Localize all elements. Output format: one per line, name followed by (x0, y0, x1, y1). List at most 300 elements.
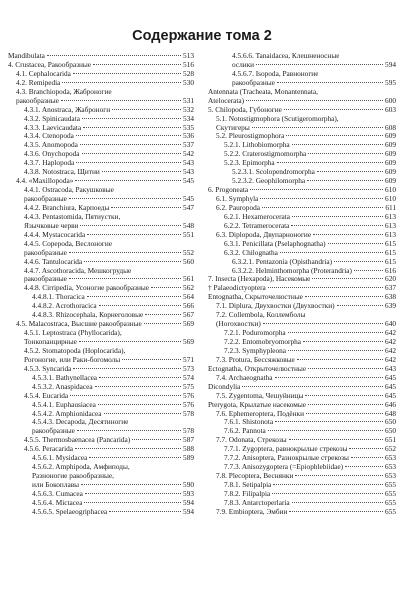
toc-entry (8, 231, 194, 240)
dot-leader (328, 243, 384, 244)
toc-entry-title: ракообразные (16, 96, 59, 105)
toc-entry-title: 4.5.4.3. Decapoda, Десятиногие (32, 418, 129, 427)
toc-entry-title: 4.5.6.4. Mictacea (32, 498, 83, 507)
toc-entry-page: 545 (183, 177, 194, 186)
toc-entry (8, 150, 194, 159)
toc-entry (208, 392, 396, 401)
toc-entry-page: 653 (385, 454, 396, 463)
toc-entry-page: 655 (385, 507, 396, 516)
toc-entry-title: ракообразные (24, 248, 67, 257)
toc-entry-title: 7.5. Zygentoma, Чешуйницы (216, 391, 304, 400)
toc-entry-title: 7.6.2. Pannota (224, 427, 266, 436)
toc-entry-title: Entognatha, Скрыточелюстные (208, 293, 303, 302)
dot-leader (305, 395, 383, 396)
toc-entry (8, 311, 194, 320)
dot-leader (284, 109, 383, 110)
toc-entry-title: 4.3.8. Notostraca, Щитни (24, 168, 100, 177)
dot-leader (61, 100, 181, 101)
toc-entry-title: или Бокоплавы (32, 481, 80, 489)
toc-entry-title: 4.3.1. Anostraca, Жаброноги (24, 105, 111, 114)
dot-leader (112, 109, 181, 110)
toc-entry-title: 4.4.4. Mystacocarida (24, 230, 86, 239)
toc-entry (208, 132, 396, 141)
toc-entry-page: 516 (183, 60, 194, 69)
toc-entry (8, 374, 194, 383)
toc-entry-title: Mandibulata (8, 52, 45, 60)
dot-leader (262, 207, 383, 208)
toc-entry (8, 159, 194, 168)
toc-entry (8, 88, 194, 97)
dot-leader (291, 225, 383, 226)
dot-leader (87, 296, 181, 297)
toc-entry-title: Разноногие ракообразные, (32, 472, 114, 481)
toc-entry-page: 531 (183, 96, 194, 105)
toc-entry (8, 195, 194, 204)
toc-entry-title: 4.4.8.2. Acrothoracica (32, 302, 97, 311)
toc-entry-title: 6.3.2. Chilognatha (224, 248, 278, 257)
toc-entry-page: 587 (183, 436, 194, 445)
toc-entry (208, 195, 396, 204)
dot-leader (334, 261, 383, 262)
toc-entry-title: 7.8.1. Setipalpia (224, 481, 272, 489)
toc-entry (8, 481, 194, 490)
toc-entry-page: 609 (385, 150, 396, 159)
dot-leader (85, 493, 181, 494)
toc-entry (8, 70, 194, 79)
toc-entry-page: 637 (385, 284, 396, 293)
dot-leader (292, 144, 383, 145)
toc-entry-page: 552 (183, 248, 194, 257)
toc-entry-page: 616 (385, 266, 396, 275)
toc-entry-title: 5.2.2. Craterostigmomorpha (224, 150, 307, 159)
toc-entry (208, 293, 396, 302)
toc-entry-title: 4.2. Remipedia (16, 78, 61, 87)
toc-entry-page: 645 (385, 373, 396, 382)
toc-entry (8, 490, 194, 499)
toc-entry-page: 594 (385, 60, 396, 69)
dot-leader (289, 511, 383, 512)
toc-entry (208, 472, 396, 481)
toc-entry-page: 578 (183, 427, 194, 436)
toc-entry (208, 249, 396, 258)
toc-entry-page: 571 (183, 355, 194, 364)
dot-leader (292, 502, 383, 503)
dot-leader (79, 341, 181, 342)
toc-entry-title: 7.1. Diplura, Двухвостки (Двухвостки) (216, 302, 335, 311)
toc-entry (208, 499, 396, 508)
dot-leader (303, 341, 383, 342)
dot-leader (268, 430, 383, 431)
toc-entry-title: † Palaeodictyoptera (208, 284, 266, 293)
toc-entry (208, 258, 396, 267)
toc-entry (8, 329, 194, 338)
toc-entry-title: 4.1. Cephalocarida (16, 69, 71, 78)
toc-entry (208, 436, 396, 445)
toc-entry-page: 655 (385, 498, 396, 507)
dot-leader (132, 439, 181, 440)
toc-entry-page: 609 (385, 132, 396, 141)
toc-entry-page: 615 (385, 248, 396, 257)
toc-entry (208, 365, 396, 374)
toc-entry-title: 4.4.2. Branchiura, Карпоеды (24, 203, 110, 212)
dot-leader (98, 404, 181, 405)
toc-entry-page: 569 (183, 338, 194, 346)
dot-leader (308, 368, 383, 369)
toc-entry (208, 508, 396, 517)
dot-leader (111, 207, 181, 208)
toc-entry-page: 645 (385, 391, 396, 400)
toc-entry (208, 79, 396, 88)
toc-entry-page: 536 (183, 132, 194, 141)
dot-leader (256, 64, 383, 65)
dot-leader (268, 287, 383, 288)
toc-entry-title: 4.5.4. Eucarida (24, 391, 69, 400)
toc-entry-page: 643 (385, 364, 396, 373)
toc-entry (208, 52, 396, 61)
toc-entry (8, 410, 194, 419)
toc-entry-title: 4.5.4.1. Euphausiacea (32, 400, 96, 409)
toc-entry-title: 4.5.5. Thermosbaenacea (Pancarida) (24, 436, 131, 445)
toc-entry (8, 213, 194, 222)
dot-leader (80, 144, 181, 145)
toc-entry (208, 383, 396, 392)
toc-entry-page: 588 (183, 445, 194, 454)
toc-entry-title: Dicondylia (208, 382, 241, 391)
toc-entry-page: 564 (183, 293, 194, 302)
toc-entry-page: 609 (385, 141, 396, 150)
toc-entry-page: 562 (183, 284, 194, 293)
dot-leader (73, 368, 181, 369)
toc-entry-title: Тонкопанцирные (24, 338, 77, 346)
dot-leader (288, 350, 383, 351)
toc-entry (208, 481, 396, 490)
dot-leader (351, 457, 383, 458)
dot-leader (246, 100, 383, 101)
toc-entry (208, 347, 396, 356)
dot-leader (144, 323, 181, 324)
toc-entry-title: 6.3.1. Penicillata (Pselaphognatha) (224, 239, 326, 248)
toc-entry-title: 4.3.5. Anomopoda (24, 141, 78, 150)
toc-entry-page: 576 (183, 400, 194, 409)
toc-entry-page: 610 (385, 186, 396, 195)
toc-entry (208, 320, 396, 329)
toc-entry (8, 267, 194, 276)
toc-entry-title: 7.7.2. Anisoptera, Разнокрылые стрекозы (224, 454, 349, 463)
toc-entry-title: 4.5.3.2. Anaspidacea (32, 382, 93, 391)
toc-column-left (8, 52, 194, 517)
toc-entry-page: 566 (183, 302, 194, 311)
toc-entry-title: 4.3.7. Haplopoda (24, 159, 75, 168)
toc-entry (208, 267, 396, 276)
toc-entry-title: 6.3.2.2. Helminthomorpha (Proterandria) (232, 266, 352, 275)
toc-entry-title: 4.5. Malacostraca, Высшие ракообразные (16, 320, 142, 329)
toc-entry-page: 537 (183, 141, 194, 150)
toc-entry-page: 542 (183, 150, 194, 159)
toc-entry-title: Atelocerata) (208, 96, 245, 105)
toc-entry-title: 6.2. Pauropoda (216, 203, 260, 212)
dot-leader (82, 153, 182, 154)
dot-leader (84, 261, 181, 262)
toc-entry-page: 595 (385, 78, 396, 87)
dot-leader (288, 332, 383, 333)
toc-entry-title: 4.5.6.5. Spelaeogriphacea (32, 507, 108, 516)
toc-entry (208, 329, 396, 338)
dot-leader (76, 162, 181, 163)
toc-entry-page: 615 (385, 239, 396, 248)
toc-entry-title: 7.6.1. Shistonota (224, 418, 274, 427)
dot-leader (77, 430, 181, 431)
toc-entry (208, 338, 396, 347)
toc-entry-page: 545 (183, 195, 194, 203)
toc-entry-page: 578 (183, 409, 194, 418)
toc-entry (8, 141, 194, 150)
toc-entry (208, 106, 396, 115)
toc-entry (8, 204, 194, 213)
dot-leader (292, 216, 383, 217)
toc-entry-page: 551 (183, 230, 194, 239)
toc-entry-title: 6. Progoneata (208, 186, 249, 195)
toc-entry-title: (Ногохвостки) (216, 320, 261, 329)
toc-entry-title: 7.3. Protura, Бессяжковые (216, 355, 295, 364)
toc-entry-title: 7.8.2. Filipalpia (224, 489, 271, 498)
toc-entry-title: 4.3.2. Spinicaudata (24, 114, 80, 123)
toc-entry-title: 7.8. Plecoptera, Веснянки (216, 472, 294, 481)
dot-leader (93, 64, 181, 65)
toc-entry-title: ракообразные (232, 78, 275, 87)
dot-leader (62, 82, 181, 83)
toc-entry (208, 115, 396, 124)
toc-entry-title: 6.1. Symphyla (216, 195, 259, 203)
dot-leader (305, 296, 383, 297)
toc-entry-page: 589 (183, 454, 194, 463)
dot-leader (263, 323, 383, 324)
toc-entry-title: 6.3.2.1. Pentazonia (Opisthandria) (232, 257, 333, 266)
toc-entry (8, 222, 194, 231)
toc-entry-page: 594 (183, 507, 194, 516)
dot-leader (272, 493, 383, 494)
dot-leader (317, 171, 383, 172)
dot-leader (99, 305, 181, 306)
toc-entry-title: 4.4.8.1. Thoracica (32, 293, 85, 302)
toc-entry-page: 569 (183, 320, 194, 329)
dot-leader (95, 386, 181, 387)
toc-entry-page: 573 (183, 364, 194, 373)
toc-entry-page: 650 (385, 418, 396, 427)
toc-entry-title: 7.7. Odonata, Стрекозы (216, 436, 287, 445)
toc-entry-title: 4.4.5. Copepoda, Веслоногие (24, 239, 112, 248)
toc-entry (208, 177, 396, 186)
toc-entry-title: 4.3.4. Ctenopoda (24, 132, 74, 141)
dot-leader (308, 404, 383, 405)
toc-entry-title: 4.5.1. Leptostraca (Phyllocarida), (24, 329, 122, 338)
toc-entry-page: 615 (385, 257, 396, 266)
toc-entry-title: 4.5.6.2. Amphipoda, Амфиподы, (32, 463, 130, 472)
toc-entry (8, 472, 194, 481)
toc-entry-title: 5.2.3.2. Geophilomorpha (232, 177, 306, 186)
toc-entry-page: 535 (183, 123, 194, 132)
toc-entry (208, 356, 396, 365)
toc-entry (8, 132, 194, 141)
dot-leader (306, 413, 383, 414)
dot-leader (89, 457, 181, 458)
dot-leader (354, 270, 383, 271)
toc-entry (208, 97, 396, 106)
toc-entry-title: 4.5.6.6. Tanaidacea, Клешненосные (232, 52, 340, 60)
toc-entry-title: 5.2.1. Lithobiomorpha (224, 141, 290, 150)
toc-entry-title: 4.4.7. Ascothoracida, Мешкогрудые (24, 266, 132, 275)
toc-entry-title: ракообразные (24, 275, 67, 284)
dot-leader (280, 252, 383, 253)
toc-entry (208, 427, 396, 436)
toc-entry-page: 543 (183, 168, 194, 177)
toc-entry (208, 231, 396, 240)
dot-leader (289, 439, 383, 440)
toc-entry (8, 383, 194, 392)
toc-entry-title: Pterygota, Крылатые насекомые (208, 400, 307, 409)
toc-entry-title: 4.4.1. Ostracoda, Ракушковые (24, 186, 114, 195)
toc-entry-page: 603 (385, 105, 396, 114)
toc-entry (8, 275, 194, 284)
toc-entry (8, 177, 194, 186)
toc-entry (208, 70, 396, 79)
toc-entry-title: 4.3. Branchiopoda, Жаброногие (16, 87, 112, 96)
dot-leader (273, 484, 383, 485)
toc-entry (8, 258, 194, 267)
toc-entry (8, 115, 194, 124)
toc-entry (208, 240, 396, 249)
toc-entry-title: 4.4.8.3. Rhizocephala, Корнеголовые (32, 311, 144, 320)
toc-entry (8, 427, 194, 436)
dot-leader (297, 359, 383, 360)
dot-leader (70, 395, 181, 396)
toc-entry (208, 222, 396, 231)
toc-entry-page: 608 (385, 123, 396, 132)
dot-leader (76, 135, 181, 136)
toc-entry-page: 590 (183, 481, 194, 489)
toc-entry-title: 4.5.3. Syncarida (24, 364, 72, 373)
toc-entry (208, 213, 396, 222)
toc-entry-page: 652 (385, 445, 396, 454)
toc-entry (8, 106, 194, 115)
dot-leader (312, 278, 383, 279)
toc-entry-title: Скутигеры (216, 123, 250, 132)
toc-entry-title: 4.5.3.1. Bathynellacea (32, 373, 98, 382)
toc-entry-page: 639 (385, 302, 396, 311)
toc-entry-page: 513 (183, 52, 194, 60)
toc-entry-title: 4.5.2. Stomatopoda (Hoplocarida), (24, 346, 126, 355)
toc-entry-page: 613 (385, 221, 396, 230)
toc-entry (208, 204, 396, 213)
toc-entry-page: 642 (385, 338, 396, 346)
dot-leader (82, 118, 181, 119)
dot-leader (308, 153, 383, 154)
toc-entry-title: 4.5.6.3. Cumacea (32, 489, 83, 498)
toc-entry-page: 594 (183, 498, 194, 507)
toc-entry-title: 6.2.2. Tetrameroceratа (224, 221, 290, 230)
dot-leader (47, 55, 181, 56)
toc-entry (8, 401, 194, 410)
toc-entry-title: 7.9. Embioptera, Эмбии (216, 507, 288, 516)
toc-entry (8, 320, 194, 329)
toc-entry-title: 7.2.1. Poduromorpha (224, 329, 286, 338)
toc-entry (208, 88, 396, 97)
dot-leader (81, 484, 181, 485)
toc-entry-page: 650 (385, 427, 396, 436)
toc-entry-title: 5.1. Notostigmophora (Scutigeromorpha), (216, 114, 339, 123)
toc-entry-title: 5.2. Pleurostigmophora (216, 132, 285, 141)
dot-leader (75, 180, 181, 181)
toc-entry-page: 561 (183, 275, 194, 284)
toc-entry-title: 4.3.6. Onychopoda (24, 150, 80, 159)
dot-leader (349, 448, 383, 449)
dot-leader (69, 252, 181, 253)
toc-entry-page: 534 (183, 114, 194, 123)
toc-entry (8, 52, 194, 61)
toc-entry-page: 576 (183, 391, 194, 400)
toc-entry-title: 7.2.2. Entomobryomorpha (224, 338, 302, 346)
toc-entry-title: 4.5.6.1. Mysidacea (32, 454, 88, 463)
toc-entry-title: ослики (232, 60, 255, 69)
toc-entry (8, 240, 194, 249)
toc-entry-page: 646 (385, 400, 396, 409)
toc-entry (208, 401, 396, 410)
dot-leader (73, 73, 181, 74)
toc-entry (8, 347, 194, 356)
dot-leader (84, 502, 181, 503)
toc-entry-page: 609 (385, 159, 396, 168)
toc-entry-title: Язычковые черви (24, 221, 79, 230)
toc-entry-page: 548 (183, 221, 194, 230)
dot-leader (69, 198, 181, 199)
toc-entry-page: 528 (183, 69, 194, 78)
toc-entry (8, 302, 194, 311)
dot-leader (277, 162, 383, 163)
toc-entry-page: 547 (183, 203, 194, 212)
toc-entry (8, 249, 194, 258)
toc-entry-title: 4.4.6. Tantulocarida (24, 257, 83, 266)
toc-entry-page: 613 (385, 212, 396, 221)
toc-entry-page: 653 (385, 472, 396, 481)
toc-entry-title: ракообразные (32, 427, 75, 436)
toc-entry-page: 609 (385, 168, 396, 177)
toc-entry-page: 560 (183, 257, 194, 266)
toc-entry-page: 574 (183, 373, 194, 382)
toc-entry-title: 4.3.3. Laevicaudata (24, 123, 82, 132)
toc-entry-title: 4.4.3. Pentastomida, Пятиустки, (24, 212, 121, 221)
toc-entry (8, 79, 194, 88)
dot-leader (275, 421, 383, 422)
toc-entry-page: 532 (183, 105, 194, 114)
toc-entry (8, 356, 194, 365)
toc-entry-page: 609 (385, 177, 396, 186)
toc-entry-title: 5.2.3. Epimorpha (224, 159, 275, 168)
dot-leader (102, 171, 181, 172)
dot-leader (286, 135, 383, 136)
toc-entry (208, 124, 396, 133)
dot-leader (275, 377, 384, 378)
toc-entry-page: 611 (385, 203, 396, 212)
dot-leader (75, 448, 181, 449)
toc-entry (8, 463, 194, 472)
toc-entry-page: 638 (385, 293, 396, 302)
dot-leader (307, 180, 383, 181)
dot-leader (99, 377, 181, 378)
dot-leader (122, 359, 181, 360)
dot-leader (250, 189, 383, 190)
dot-leader (80, 225, 181, 226)
dot-leader (345, 466, 383, 467)
toc-entry (8, 293, 194, 302)
